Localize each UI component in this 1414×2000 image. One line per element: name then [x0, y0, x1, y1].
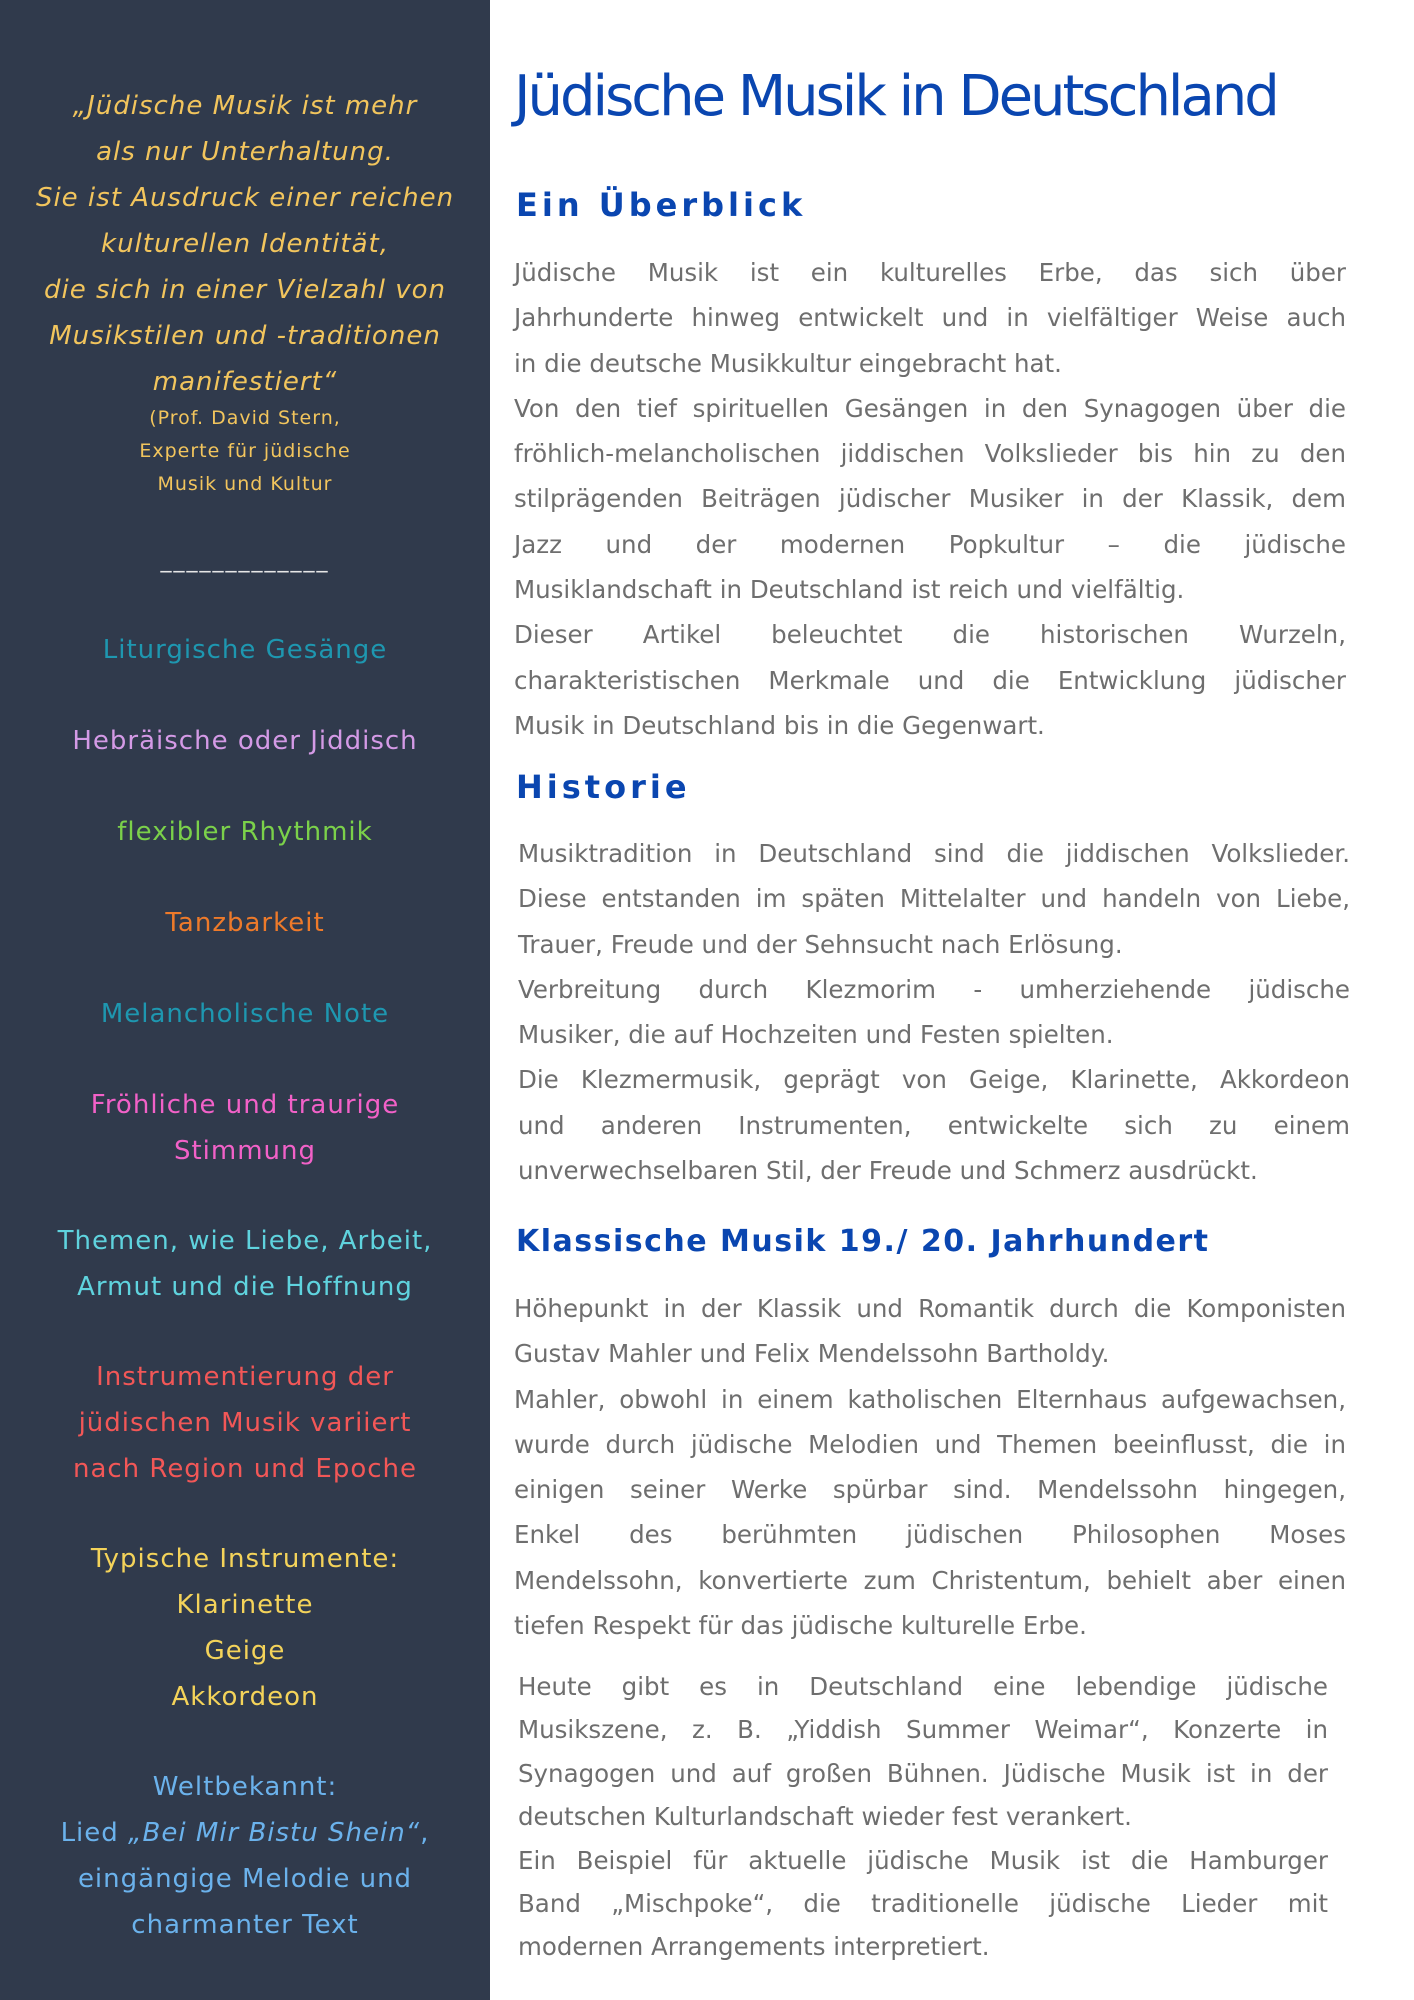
- text-line: Band „Mischpoke“, die traditionelle jüdische Lieder mit: [518, 1889, 1328, 1919]
- section-classical-text: [514, 1286, 1346, 1648]
- feature-language: [0, 718, 490, 764]
- text-line: Heute gibt es in Deutschland eine lebendige jüdische: [518, 1672, 1328, 1701]
- feature-mood: [0, 1082, 490, 1174]
- text-line: Enkel des berühmten jüdischen Philosophen Moses: [514, 1520, 1346, 1550]
- famous-song-title: „Bei Mir Bistu Shein“: [128, 1818, 421, 1848]
- text-line: deutschen Kulturlandschaft wieder fest verankert.: [518, 1802, 1132, 1832]
- section-heading-overview: Ein Überblick: [516, 186, 807, 224]
- text-line: Synagogen und auf großen Bühnen. Jüdische Musik ist in der: [518, 1758, 1328, 1788]
- feature-line: Liturgische Gesänge: [102, 635, 388, 665]
- text-line: Musikszene, z. B. „Yiddish Summer Weimar“, Konzerte in: [518, 1715, 1328, 1745]
- section-overview-text: [514, 250, 1346, 748]
- quote-line: als nur Unterhaltung.: [96, 137, 394, 167]
- feature-instrumentation: [0, 1354, 490, 1492]
- text-line: Ein Beispiel für aktuelle jüdische Musik ist die Hamburger: [518, 1845, 1328, 1875]
- quote-line: kulturellen Identität,: [101, 229, 389, 259]
- text-line: Gustav Mahler und Felix Mendelssohn Bartholdy.: [514, 1339, 1110, 1369]
- feature-line: Tanzbarkeit: [165, 908, 325, 938]
- attribution-line: (Prof. David Stern,: [149, 407, 341, 429]
- feature-themes: [0, 1218, 490, 1310]
- text-line: Musiktradition in Deutschland sind die jiddischen Volkslieder.: [518, 839, 1350, 868]
- famous-song-suffix: ,: [420, 1818, 430, 1848]
- text-line: Jahrhunderte hinweg entwickelt und in vielfältiger Weise auch: [514, 303, 1346, 333]
- section-history-text: [518, 831, 1350, 1193]
- section-heading-history: Historie: [516, 768, 691, 806]
- text-line: Mendelssohn, konvertierte zum Christentum, behielt aber einen: [514, 1565, 1346, 1595]
- quote-attribution: [0, 402, 490, 501]
- text-line: Jazz und der modernen Popkultur – die jüdische: [514, 529, 1346, 559]
- attribution-line: Musik und Kultur: [157, 473, 333, 495]
- feature-rhythm: [0, 809, 490, 855]
- feature-liturgical-chants: [0, 627, 490, 673]
- sidebar-divider: _____________: [160, 548, 330, 573]
- feature-line: jüdischen Musik variiert: [78, 1408, 412, 1438]
- section-heading-classical: Klassische Musik 19./ 20. Jahrhundert: [516, 1224, 1210, 1259]
- text-line: Verbreitung durch Klezmorim - umherziehende jüdische: [518, 974, 1350, 1004]
- text-line: Musiklandschaft in Deutschland ist reich und vielfältig.: [514, 575, 1185, 605]
- text-line: Höhepunkt in der Klassik und Romantik durch die Komponisten: [514, 1294, 1346, 1323]
- feature-line: Stimmung: [173, 1136, 317, 1166]
- sidebar-quote: [0, 83, 490, 405]
- text-line: in die deutsche Musikkultur eingebracht hat.: [514, 348, 1062, 378]
- text-line: stilprägenden Beiträgen jüdischer Musiker in der Klassik, dem: [514, 484, 1346, 514]
- feature-line: Geige: [204, 1636, 286, 1666]
- feature-line: Melancholische Note: [100, 999, 390, 1029]
- feature-line: Klarinette: [176, 1590, 314, 1620]
- feature-line: Akkordeon: [171, 1682, 319, 1712]
- feature-line: Fröhliche und traurige: [90, 1090, 400, 1120]
- sidebar: [0, 0, 490, 2000]
- feature-line: Hebräische oder Jiddisch: [72, 726, 418, 756]
- page-title: Jüdische Musik in Deutschland: [514, 64, 1277, 129]
- famous-song-prefix: Lied: [60, 1818, 129, 1848]
- famous-line: eingängige Melodie und: [77, 1864, 413, 1894]
- feature-line: Themen, wie Liebe, Arbeit,: [57, 1226, 433, 1256]
- text-line: tiefen Respekt für das jüdische kulturelle Erbe.: [514, 1611, 1087, 1641]
- text-line: und anderen Instrumenten, entwickelte sich zu einem: [518, 1110, 1350, 1140]
- feature-instruments: [0, 1536, 490, 1720]
- feature-line: Typische Instrumente:: [90, 1544, 400, 1574]
- feature-famous-song: [0, 1764, 490, 1948]
- text-line: Mahler, obwohl in einem katholischen Elternhaus aufgewachsen,: [514, 1384, 1346, 1414]
- text-line: Dieser Artikel beleuchtet die historischen Wurzeln,: [514, 620, 1346, 650]
- feature-danceability: [0, 900, 490, 946]
- feature-line: nach Region und Epoche: [72, 1454, 418, 1484]
- text-line: Musik in Deutschland bis in die Gegenwart.: [514, 710, 1045, 740]
- attribution-line: Experte für jüdische: [139, 440, 351, 462]
- feature-line: Armut und die Hoffnung: [77, 1272, 413, 1302]
- famous-song-line: [0, 1810, 490, 1856]
- famous-label: Weltbekannt:: [152, 1772, 338, 1802]
- main-content: [490, 0, 1414, 2000]
- quote-line: die sich in einer Vielzahl von: [44, 275, 446, 305]
- text-line: Von den tief spirituellen Gesängen in den Synagogen über die: [514, 393, 1346, 423]
- text-line: Musiker, die auf Hochzeiten und Festen spielten.: [518, 1020, 1114, 1050]
- famous-line: charmanter Text: [131, 1910, 359, 1940]
- feature-line: flexibler Rhythmik: [117, 817, 373, 847]
- feature-line: Instrumentierung der: [96, 1362, 394, 1392]
- quote-line: „Jüdische Musik ist mehr: [72, 91, 418, 121]
- text-line: Jüdische Musik ist ein kulturelles Erbe, das sich über: [514, 258, 1346, 287]
- quote-line: manifestiert“: [152, 367, 338, 397]
- text-line: Die Klezmermusik, geprägt von Geige, Klarinette, Akkordeon: [518, 1065, 1350, 1095]
- section-today-text: [518, 1665, 1328, 1969]
- quote-line: Musikstilen und -traditionen: [49, 321, 441, 351]
- text-line: modernen Arrangements interpretiert.: [518, 1932, 990, 1962]
- text-line: Diese entstanden im späten Mittelalter und handeln von Liebe,: [518, 884, 1350, 914]
- text-line: unverwechselbaren Stil, der Freude und Schmerz ausdrückt.: [518, 1156, 1258, 1186]
- text-line: wurde durch jüdische Melodien und Themen beeinflusst, die in: [514, 1429, 1346, 1459]
- feature-melancholy: [0, 991, 490, 1037]
- text-line: Trauer, Freude und der Sehnsucht nach Erlösung.: [518, 929, 1123, 959]
- text-line: einigen seiner Werke spürbar sind. Mendelssohn hingegen,: [514, 1475, 1346, 1505]
- text-line: charakteristischen Merkmale und die Entwicklung jüdischer: [514, 665, 1346, 695]
- quote-line: Sie ist Ausdruck einer reichen: [35, 183, 455, 213]
- text-line: fröhlich-melancholischen jiddischen Volkslieder bis hin zu den: [514, 439, 1346, 469]
